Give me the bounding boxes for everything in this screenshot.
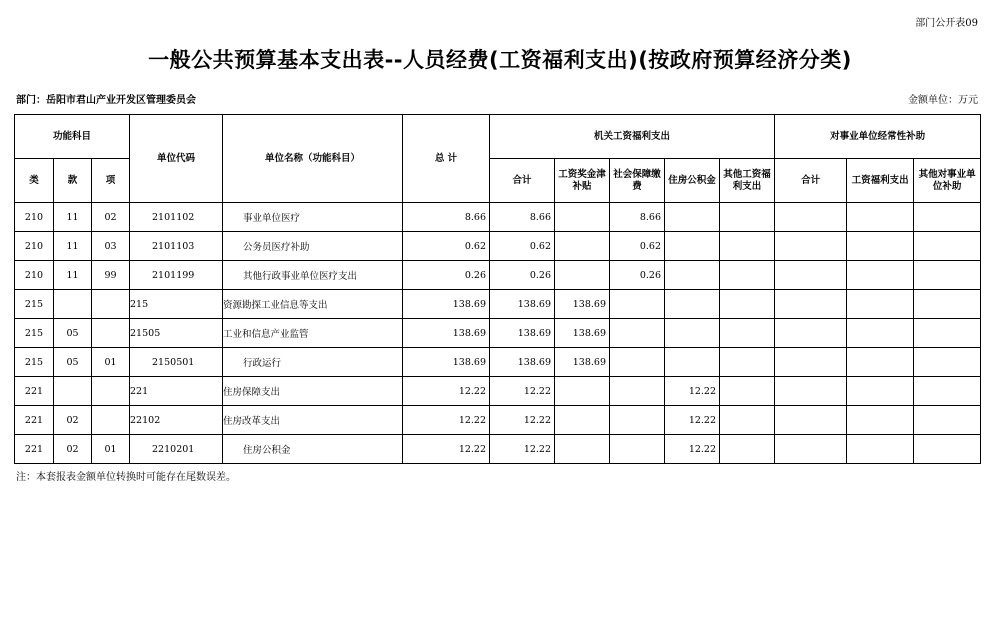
cell-housing-fund [665, 319, 720, 348]
cell-wage-bonus: 138.69 [555, 290, 610, 319]
cell-wage-bonus [555, 203, 610, 232]
cell-other-wage [720, 261, 775, 290]
header-kuan: 款 [54, 159, 92, 203]
cell-subsidy-wage [847, 232, 914, 261]
cell-unit-name: 住房改革支出 [223, 406, 403, 435]
cell-housing-fund [665, 261, 720, 290]
header-func-subject: 功能科目 [15, 115, 130, 159]
cell-lei: 221 [15, 435, 54, 464]
cell-other-wage [720, 290, 775, 319]
cell-housing-fund [665, 348, 720, 377]
cell-housing-fund [665, 203, 720, 232]
cell-unit-name: 住房公积金 [223, 435, 403, 464]
cell-subsidy-other [914, 406, 981, 435]
cell-xiang: 99 [92, 261, 130, 290]
cell-total: 138.69 [403, 290, 490, 319]
cell-subsidy-subtotal [775, 232, 847, 261]
cell-kuan [54, 377, 92, 406]
cell-total: 138.69 [403, 319, 490, 348]
cell-kuan: 05 [54, 319, 92, 348]
cell-kuan: 11 [54, 203, 92, 232]
cell-wage-bonus [555, 435, 610, 464]
table-row [15, 261, 981, 290]
cell-wage-bonus [555, 377, 610, 406]
header-unit-name: 单位名称（功能科目） [223, 115, 403, 203]
cell-social-security: 8.66 [610, 203, 665, 232]
cell-housing-fund [665, 290, 720, 319]
cell-wage-bonus: 138.69 [555, 319, 610, 348]
cell-total: 12.22 [403, 406, 490, 435]
header-lei: 类 [15, 159, 54, 203]
cell-social-security [610, 435, 665, 464]
header-housing-fund: 住房公积金 [665, 159, 720, 203]
cell-subsidy-wage [847, 348, 914, 377]
cell-other-wage [720, 203, 775, 232]
cell-social-security [610, 348, 665, 377]
cell-wage-bonus [555, 232, 610, 261]
cell-other-wage [720, 406, 775, 435]
cell-total: 8.66 [403, 203, 490, 232]
cell-unit-code: 2210201 [130, 435, 223, 464]
header-agency-subtotal: 合计 [490, 159, 555, 203]
cell-subsidy-other [914, 319, 981, 348]
cell-housing-fund: 12.22 [665, 377, 720, 406]
cell-unit-name: 公务员医疗补助 [223, 232, 403, 261]
cell-housing-fund: 12.22 [665, 435, 720, 464]
cell-subsidy-subtotal [775, 290, 847, 319]
cell-kuan: 11 [54, 232, 92, 261]
cell-agency-subtotal: 8.66 [490, 203, 555, 232]
header-total: 总 计 [403, 115, 490, 203]
header-subsidy-other: 其他对事业单位补助 [914, 159, 981, 203]
cell-kuan [54, 290, 92, 319]
cell-unit-name: 工业和信息产业监管 [223, 319, 403, 348]
cell-agency-subtotal: 138.69 [490, 348, 555, 377]
cell-wage-bonus: 138.69 [555, 348, 610, 377]
cell-unit-name: 其他行政事业单位医疗支出 [223, 261, 403, 290]
cell-social-security: 0.62 [610, 232, 665, 261]
cell-unit-name: 行政运行 [223, 348, 403, 377]
header-subsidy-wage: 工资福利支出 [847, 159, 914, 203]
cell-subsidy-subtotal [775, 261, 847, 290]
table-row [15, 406, 981, 435]
cell-agency-subtotal: 138.69 [490, 290, 555, 319]
cell-unit-name: 事业单位医疗 [223, 203, 403, 232]
header-subsidy-group: 对事业单位经常性补助 [775, 115, 981, 159]
cell-subsidy-other [914, 435, 981, 464]
department-label: 部门：岳阳市君山产业开发区管理委员会 [16, 95, 196, 106]
cell-lei: 210 [15, 203, 54, 232]
cell-subsidy-other [914, 290, 981, 319]
header-xiang: 项 [92, 159, 130, 203]
cell-unit-code: 2101199 [130, 261, 223, 290]
cell-social-security [610, 406, 665, 435]
cell-subsidy-wage [847, 261, 914, 290]
amount-unit-label: 金额单位：万元 [908, 95, 978, 106]
cell-subsidy-subtotal [775, 406, 847, 435]
cell-wage-bonus [555, 261, 610, 290]
header-agency-group: 机关工资福利支出 [490, 115, 775, 159]
cell-agency-subtotal: 0.26 [490, 261, 555, 290]
cell-unit-name: 住房保障支出 [223, 377, 403, 406]
cell-subsidy-other [914, 261, 981, 290]
cell-social-security: 0.26 [610, 261, 665, 290]
cell-social-security [610, 290, 665, 319]
cell-subsidy-subtotal [775, 319, 847, 348]
header-unit-code: 单位代码 [130, 115, 223, 203]
cell-lei: 210 [15, 261, 54, 290]
cell-kuan: 02 [54, 435, 92, 464]
table-row [15, 319, 981, 348]
cell-other-wage [720, 377, 775, 406]
cell-wage-bonus [555, 406, 610, 435]
table-row [15, 232, 981, 261]
table-row [15, 377, 981, 406]
cell-agency-subtotal: 12.22 [490, 435, 555, 464]
cell-lei: 210 [15, 232, 54, 261]
cell-unit-name: 资源勘探工业信息等支出 [223, 290, 403, 319]
cell-other-wage [720, 348, 775, 377]
cell-total: 0.62 [403, 232, 490, 261]
cell-unit-code: 22102 [130, 406, 223, 435]
cell-subsidy-other [914, 232, 981, 261]
cell-subsidy-subtotal [775, 203, 847, 232]
cell-unit-code: 2101103 [130, 232, 223, 261]
cell-subsidy-wage [847, 435, 914, 464]
cell-subsidy-other [914, 377, 981, 406]
footnote: 注：本套报表金额单位转换时可能存在尾数误差。 [16, 472, 236, 483]
cell-subsidy-subtotal [775, 435, 847, 464]
cell-agency-subtotal: 12.22 [490, 406, 555, 435]
cell-social-security [610, 319, 665, 348]
cell-social-security [610, 377, 665, 406]
cell-lei: 215 [15, 348, 54, 377]
cell-kuan: 05 [54, 348, 92, 377]
cell-unit-code: 221 [130, 377, 223, 406]
cell-subsidy-wage [847, 290, 914, 319]
cell-xiang [92, 377, 130, 406]
cell-other-wage [720, 435, 775, 464]
header-other-wage: 其他工资福利支出 [720, 159, 775, 203]
cell-housing-fund: 12.22 [665, 406, 720, 435]
cell-xiang: 03 [92, 232, 130, 261]
cell-unit-code: 2101102 [130, 203, 223, 232]
cell-total: 138.69 [403, 348, 490, 377]
cell-unit-code: 2150501 [130, 348, 223, 377]
header-subsidy-subtotal: 合计 [775, 159, 847, 203]
expenditure-table [14, 114, 981, 464]
cell-lei: 215 [15, 319, 54, 348]
cell-subsidy-other [914, 348, 981, 377]
cell-other-wage [720, 319, 775, 348]
cell-xiang [92, 319, 130, 348]
cell-xiang [92, 406, 130, 435]
table-row [15, 290, 981, 319]
cell-subsidy-subtotal [775, 348, 847, 377]
cell-lei: 221 [15, 406, 54, 435]
cell-housing-fund [665, 232, 720, 261]
cell-unit-code: 21505 [130, 319, 223, 348]
cell-xiang: 01 [92, 435, 130, 464]
cell-xiang: 01 [92, 348, 130, 377]
cell-total: 0.26 [403, 261, 490, 290]
form-number: 部门公开表09 [915, 18, 978, 29]
table-row [15, 348, 981, 377]
page-title: 一般公共预算基本支出表--人员经费(工资福利支出)(按政府预算经济分类) [148, 48, 852, 72]
cell-subsidy-wage [847, 406, 914, 435]
cell-xiang [92, 290, 130, 319]
cell-subsidy-wage [847, 319, 914, 348]
cell-subsidy-wage [847, 203, 914, 232]
cell-agency-subtotal: 0.62 [490, 232, 555, 261]
cell-total: 12.22 [403, 435, 490, 464]
table-row [15, 203, 981, 232]
cell-total: 12.22 [403, 377, 490, 406]
header-social-security: 社会保障缴费 [610, 159, 665, 203]
cell-other-wage [720, 232, 775, 261]
cell-kuan: 02 [54, 406, 92, 435]
table-row [15, 435, 981, 464]
cell-agency-subtotal: 138.69 [490, 319, 555, 348]
header-wage-bonus: 工资奖金津补贴 [555, 159, 610, 203]
cell-lei: 221 [15, 377, 54, 406]
cell-subsidy-subtotal [775, 377, 847, 406]
cell-xiang: 02 [92, 203, 130, 232]
cell-subsidy-wage [847, 377, 914, 406]
cell-agency-subtotal: 12.22 [490, 377, 555, 406]
cell-lei: 215 [15, 290, 54, 319]
cell-unit-code: 215 [130, 290, 223, 319]
cell-subsidy-other [914, 203, 981, 232]
cell-kuan: 11 [54, 261, 92, 290]
